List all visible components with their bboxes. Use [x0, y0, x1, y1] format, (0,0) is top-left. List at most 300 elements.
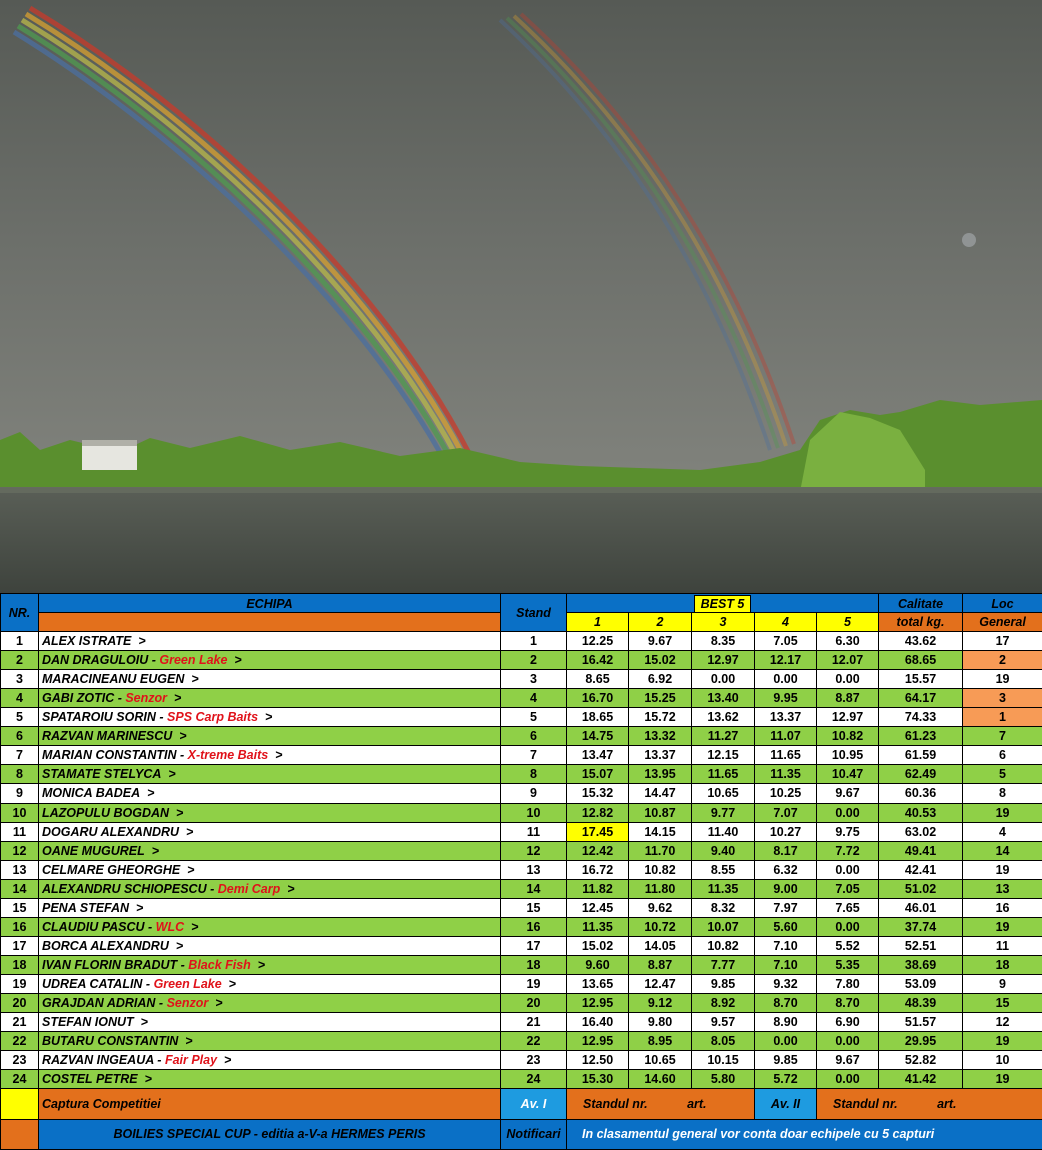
row-arrow: > [264, 710, 273, 725]
row-catch-4: 7.10 [755, 936, 817, 955]
row-catch-4: 11.35 [755, 765, 817, 784]
row-total: 49.41 [879, 841, 963, 860]
row-catch-1: 9.60 [567, 955, 629, 974]
row-echipa [39, 765, 501, 784]
row-arrow: > [186, 824, 194, 839]
row-echipa [39, 841, 501, 860]
row-catch-4: 0.00 [755, 1032, 817, 1051]
row-loc: 7 [963, 727, 1042, 746]
row-catch-2: 12.47 [629, 974, 692, 993]
row-catch-5: 0.00 [817, 803, 879, 822]
row-echipa [39, 974, 501, 993]
row-arrow: > [173, 691, 182, 706]
row-arrow: > [140, 1015, 148, 1030]
row-catch-3: 11.65 [692, 765, 755, 784]
row-stand: 17 [501, 936, 567, 955]
table-row [1, 708, 1042, 727]
table-row [1, 898, 1042, 917]
row-arrow: > [234, 653, 242, 668]
row-echipa [39, 651, 501, 670]
row-stand: 12 [501, 841, 567, 860]
header-catch-1: 1 [567, 613, 629, 632]
row-loc: 3 [963, 689, 1042, 708]
row-arrow: > [168, 767, 176, 782]
row-stand: 10 [501, 803, 567, 822]
footer-standul2-cell [817, 1089, 1042, 1119]
row-catch-3: 9.57 [692, 1013, 755, 1032]
row-total: 62.49 [879, 765, 963, 784]
row-team: Fair Play [164, 1053, 218, 1068]
row-catch-1: 12.42 [567, 841, 629, 860]
header-echipa [39, 594, 501, 613]
row-catch-1: 12.95 [567, 1032, 629, 1051]
row-total: 64.17 [879, 689, 963, 708]
row-catch-5: 7.80 [817, 974, 879, 993]
row-catch-1: 15.32 [567, 784, 629, 803]
row-arrow: > [176, 805, 184, 820]
row-stand: 3 [501, 670, 567, 689]
footer-yellow-swatch [1, 1089, 39, 1119]
row-name: RAZVAN MARINESCU [42, 729, 173, 744]
row-echipa [39, 879, 501, 898]
row-catch-1: 13.65 [567, 974, 629, 993]
row-loc: 19 [963, 1070, 1042, 1089]
row-catch-1: 11.35 [567, 917, 629, 936]
row-loc: 19 [963, 917, 1042, 936]
row-nr: 18 [1, 955, 39, 974]
table-row [1, 1032, 1042, 1051]
row-total: 38.69 [879, 955, 963, 974]
row-catch-2: 6.92 [629, 670, 692, 689]
row-echipa [39, 632, 501, 651]
header-catch-2: 2 [629, 613, 692, 632]
row-catch-5: 6.90 [817, 1013, 879, 1032]
row-name: UDREA CATALIN - [42, 976, 151, 991]
row-echipa [39, 1032, 501, 1051]
row-catch-3: 8.32 [692, 898, 755, 917]
header-nr-label: NR. [8, 605, 31, 620]
row-name: OANE MUGUREL [42, 843, 145, 858]
row-total: 53.09 [879, 974, 963, 993]
table-row [1, 670, 1042, 689]
table-row [1, 651, 1042, 670]
footer-note-cell [567, 1119, 1042, 1149]
row-catch-3: 13.62 [692, 708, 755, 727]
row-catch-2: 8.87 [629, 955, 692, 974]
row-loc: 11 [963, 936, 1042, 955]
row-total: 74.33 [879, 708, 963, 727]
row-catch-4: 12.17 [755, 651, 817, 670]
row-catch-4: 0.00 [755, 670, 817, 689]
row-catch-2: 13.95 [629, 765, 692, 784]
row-catch-3: 8.92 [692, 993, 755, 1012]
row-catch-1: 8.65 [567, 670, 629, 689]
row-catch-1: 12.45 [567, 898, 629, 917]
row-nr: 22 [1, 1032, 39, 1051]
row-name: IVAN FLORIN BRADUT - [42, 957, 185, 972]
row-catch-5: 0.00 [817, 1032, 879, 1051]
row-catch-5: 10.95 [817, 746, 879, 765]
row-loc: 8 [963, 784, 1042, 803]
row-nr: 19 [1, 974, 39, 993]
row-catch-1: 13.47 [567, 746, 629, 765]
table-row [1, 632, 1042, 651]
header-echipa-sub [39, 613, 501, 632]
row-catch-4: 8.90 [755, 1013, 817, 1032]
footer-orange-swatch [1, 1119, 39, 1149]
header-nr [1, 594, 39, 632]
row-catch-4: 9.95 [755, 689, 817, 708]
row-nr: 20 [1, 993, 39, 1012]
row-team: SPS Carp Baits [167, 710, 259, 725]
row-nr: 14 [1, 879, 39, 898]
row-catch-1: 12.82 [567, 803, 629, 822]
row-total: 60.36 [879, 784, 963, 803]
row-nr: 8 [1, 765, 39, 784]
footer-av2: Av. II [755, 1089, 817, 1119]
row-stand: 11 [501, 822, 567, 841]
footer-note: In clasamentul general vor conta doar echipele cu 5 capturi [582, 1127, 935, 1142]
row-nr: 13 [1, 860, 39, 879]
row-team: Green Lake [153, 976, 222, 991]
row-name: PENA STEFAN [42, 900, 130, 915]
row-total: 61.23 [879, 727, 963, 746]
row-stand: 18 [501, 955, 567, 974]
row-echipa [39, 784, 501, 803]
row-catch-4: 9.00 [755, 879, 817, 898]
row-loc: 2 [963, 651, 1042, 670]
row-loc: 5 [963, 765, 1042, 784]
table-row [1, 727, 1042, 746]
row-team: Demi Carp [217, 881, 281, 896]
row-total: 37.74 [879, 917, 963, 936]
row-catch-4: 7.10 [755, 955, 817, 974]
row-catch-2: 9.62 [629, 898, 692, 917]
row-name: CELMARE GHEORGHE [42, 862, 181, 877]
row-catch-5: 8.87 [817, 689, 879, 708]
row-catch-4: 5.72 [755, 1070, 817, 1089]
row-total: 15.57 [879, 670, 963, 689]
table-row [1, 1070, 1042, 1089]
row-catch-2: 10.82 [629, 860, 692, 879]
row-echipa [39, 993, 501, 1012]
table-row [1, 993, 1042, 1012]
row-catch-5: 9.75 [817, 822, 879, 841]
row-catch-2: 15.02 [629, 651, 692, 670]
row-arrow: > [147, 786, 155, 801]
row-catch-1: 17.45 [567, 822, 629, 841]
row-nr: 23 [1, 1051, 39, 1070]
row-arrow: > [287, 881, 295, 896]
row-catch-5: 12.07 [817, 651, 879, 670]
row-catch-1: 18.65 [567, 708, 629, 727]
row-catch-2: 14.47 [629, 784, 692, 803]
row-arrow: > [228, 976, 236, 991]
row-catch-1: 15.07 [567, 765, 629, 784]
row-total: 42.41 [879, 860, 963, 879]
row-catch-4: 7.97 [755, 898, 817, 917]
row-team: X-treme Baits [187, 748, 269, 763]
row-catch-1: 12.50 [567, 1051, 629, 1070]
header-loc-label: Loc [991, 597, 1014, 612]
row-name: SPATAROIU SORIN - [42, 710, 164, 725]
row-catch-3: 11.27 [692, 727, 755, 746]
row-loc: 16 [963, 898, 1042, 917]
table-row [1, 746, 1042, 765]
header-stand-label: Stand [516, 605, 551, 620]
row-name: BUTARU CONSTANTIN [42, 1034, 179, 1049]
row-stand: 14 [501, 879, 567, 898]
row-echipa [39, 898, 501, 917]
footer-standul2: Standul nr. [833, 1096, 898, 1111]
row-loc: 10 [963, 1051, 1042, 1070]
row-total: 52.51 [879, 936, 963, 955]
header-best5-label: BEST 5 [694, 595, 752, 612]
row-loc: 9 [963, 974, 1042, 993]
row-catch-3: 9.40 [692, 841, 755, 860]
row-catch-5: 9.67 [817, 1051, 879, 1070]
row-total: 41.42 [879, 1070, 963, 1089]
row-nr: 4 [1, 689, 39, 708]
row-name: MARACINEANU EUGEN [42, 672, 185, 687]
row-loc: 18 [963, 955, 1042, 974]
row-name: GRAJDAN ADRIAN - [42, 996, 164, 1010]
row-arrow: > [136, 900, 144, 915]
row-name: LAZOPULU BOGDAN [42, 805, 170, 820]
row-catch-3: 0.00 [692, 670, 755, 689]
header-best5 [567, 594, 879, 613]
row-nr: 21 [1, 1013, 39, 1032]
row-catch-1: 16.72 [567, 860, 629, 879]
row-total: 61.59 [879, 746, 963, 765]
row-catch-1: 11.82 [567, 879, 629, 898]
footer-captura: Captura Competitiei [39, 1089, 501, 1119]
row-stand: 5 [501, 708, 567, 727]
row-total: 40.53 [879, 803, 963, 822]
row-stand: 23 [501, 1051, 567, 1070]
row-name: STEFAN IONUT [42, 1015, 134, 1030]
row-catch-5: 0.00 [817, 670, 879, 689]
row-catch-1: 15.30 [567, 1070, 629, 1089]
row-echipa [39, 803, 501, 822]
row-arrow: > [224, 1053, 232, 1068]
row-catch-5: 6.30 [817, 632, 879, 651]
row-name: GABI ZOTIC - [42, 691, 122, 706]
row-echipa [39, 936, 501, 955]
header-echipa-label: ECHIPA [246, 597, 293, 612]
row-catch-3: 10.15 [692, 1051, 755, 1070]
row-catch-2: 10.87 [629, 803, 692, 822]
row-stand: 20 [501, 993, 567, 1012]
row-total: 48.39 [879, 993, 963, 1012]
row-catch-3: 8.35 [692, 632, 755, 651]
row-nr: 1 [1, 632, 39, 651]
row-nr: 17 [1, 936, 39, 955]
row-echipa [39, 955, 501, 974]
row-nr: 5 [1, 708, 39, 727]
row-catch-5: 5.52 [817, 936, 879, 955]
header-calitate [879, 594, 963, 613]
row-catch-1: 16.70 [567, 689, 629, 708]
row-name: MARIAN CONSTANTIN - [42, 748, 185, 763]
footer-row-1 [1, 1089, 1042, 1119]
row-team: Senzor [125, 691, 168, 706]
row-catch-4: 5.60 [755, 917, 817, 936]
row-name: ALEX ISTRATE [42, 634, 132, 649]
row-catch-4: 10.27 [755, 822, 817, 841]
row-name: DAN DRAGULOIU - [42, 653, 156, 668]
row-catch-5: 0.00 [817, 917, 879, 936]
row-echipa [39, 1051, 501, 1070]
row-loc: 19 [963, 803, 1042, 822]
header-catch-4: 4 [755, 613, 817, 632]
row-catch-3: 12.15 [692, 746, 755, 765]
row-loc: 13 [963, 879, 1042, 898]
footer-notificari: Notificari [501, 1119, 567, 1149]
row-catch-3: 12.97 [692, 651, 755, 670]
row-catch-4: 6.32 [755, 860, 817, 879]
row-catch-5: 10.47 [817, 765, 879, 784]
row-nr: 24 [1, 1070, 39, 1089]
row-catch-2: 15.72 [629, 708, 692, 727]
row-total: 46.01 [879, 898, 963, 917]
row-stand: 6 [501, 727, 567, 746]
row-total: 51.02 [879, 879, 963, 898]
row-catch-2: 9.80 [629, 1013, 692, 1032]
row-catch-2: 9.67 [629, 632, 692, 651]
row-name: ALEXANDRU SCHIOPESCU - [42, 881, 215, 896]
row-loc: 6 [963, 746, 1042, 765]
row-arrow: > [144, 1072, 152, 1087]
row-arrow: > [275, 748, 283, 763]
row-catch-5: 7.65 [817, 898, 879, 917]
row-catch-5: 9.67 [817, 784, 879, 803]
row-catch-4: 8.70 [755, 993, 817, 1012]
row-catch-4: 9.85 [755, 1051, 817, 1070]
header-loc [963, 594, 1042, 613]
row-total: 51.57 [879, 1013, 963, 1032]
row-echipa [39, 746, 501, 765]
row-echipa [39, 1070, 501, 1089]
row-team: Senzor [166, 996, 209, 1010]
row-stand: 19 [501, 974, 567, 993]
row-catch-4: 9.32 [755, 974, 817, 993]
row-name: RAZVAN INGEAUA - [42, 1053, 162, 1068]
row-name: COSTEL PETRE [42, 1072, 138, 1087]
row-echipa [39, 689, 501, 708]
row-loc: 15 [963, 993, 1042, 1012]
row-catch-1: 16.40 [567, 1013, 629, 1032]
table-row [1, 936, 1042, 955]
row-catch-1: 15.02 [567, 936, 629, 955]
row-catch-4: 11.65 [755, 746, 817, 765]
table-row [1, 974, 1042, 993]
row-catch-2: 11.80 [629, 879, 692, 898]
row-catch-3: 10.82 [692, 936, 755, 955]
row-catch-3: 9.77 [692, 803, 755, 822]
row-loc: 19 [963, 860, 1042, 879]
row-arrow: > [215, 996, 223, 1010]
row-stand: 24 [501, 1070, 567, 1089]
header-general: General [963, 613, 1042, 632]
row-catch-1: 12.95 [567, 993, 629, 1012]
header-stand [501, 594, 567, 632]
row-arrow: > [179, 729, 187, 744]
row-catch-5: 8.70 [817, 993, 879, 1012]
table-row [1, 955, 1042, 974]
row-catch-3: 10.65 [692, 784, 755, 803]
row-catch-2: 14.05 [629, 936, 692, 955]
row-name: MONICA BADEA [42, 786, 141, 801]
footer-art1: art. [687, 1096, 707, 1111]
results-table [0, 593, 1042, 1150]
row-catch-4: 13.37 [755, 708, 817, 727]
row-team: Black Fish [188, 957, 251, 972]
row-name: CLAUDIU PASCU - [42, 919, 153, 934]
table-row [1, 803, 1042, 822]
row-nr: 2 [1, 651, 39, 670]
footer-row-2 [1, 1119, 1042, 1149]
row-name: DOGARU ALEXANDRU [42, 824, 180, 839]
footer-av1: Av. I [501, 1089, 567, 1119]
row-catch-2: 15.25 [629, 689, 692, 708]
row-arrow: > [191, 919, 199, 934]
header-catch-3: 3 [692, 613, 755, 632]
row-echipa [39, 822, 501, 841]
footer-event-title: BOILIES SPECIAL CUP - editia a-V-a HERMES PERIS [39, 1119, 501, 1149]
row-loc: 1 [963, 708, 1042, 727]
row-nr: 3 [1, 670, 39, 689]
row-catch-3: 10.07 [692, 917, 755, 936]
row-arrow: > [191, 672, 199, 687]
row-total: 63.02 [879, 822, 963, 841]
row-catch-3: 9.85 [692, 974, 755, 993]
row-loc: 12 [963, 1013, 1042, 1032]
row-nr: 7 [1, 746, 39, 765]
header-catch-5: 5 [817, 613, 879, 632]
row-name: STAMATE STELYCA [42, 767, 162, 782]
row-total: 68.65 [879, 651, 963, 670]
row-nr: 6 [1, 727, 39, 746]
row-catch-5: 7.05 [817, 879, 879, 898]
row-catch-4: 10.25 [755, 784, 817, 803]
footer-standul1: Standul nr. [583, 1096, 648, 1111]
row-stand: 8 [501, 765, 567, 784]
row-stand: 9 [501, 784, 567, 803]
row-echipa [39, 708, 501, 727]
row-total: 43.62 [879, 632, 963, 651]
table-row [1, 822, 1042, 841]
row-nr: 12 [1, 841, 39, 860]
row-catch-4: 8.17 [755, 841, 817, 860]
table-row [1, 860, 1042, 879]
table-row [1, 841, 1042, 860]
row-stand: 4 [501, 689, 567, 708]
row-nr: 15 [1, 898, 39, 917]
row-catch-3: 5.80 [692, 1070, 755, 1089]
row-nr: 10 [1, 803, 39, 822]
row-catch-3: 8.05 [692, 1032, 755, 1051]
row-loc: 19 [963, 1032, 1042, 1051]
row-arrow: > [151, 843, 160, 858]
row-stand: 16 [501, 917, 567, 936]
table-row [1, 917, 1042, 936]
row-arrow: > [175, 938, 184, 953]
row-team: WLC [155, 919, 185, 934]
table-row [1, 765, 1042, 784]
row-echipa [39, 1013, 501, 1032]
row-loc: 4 [963, 822, 1042, 841]
